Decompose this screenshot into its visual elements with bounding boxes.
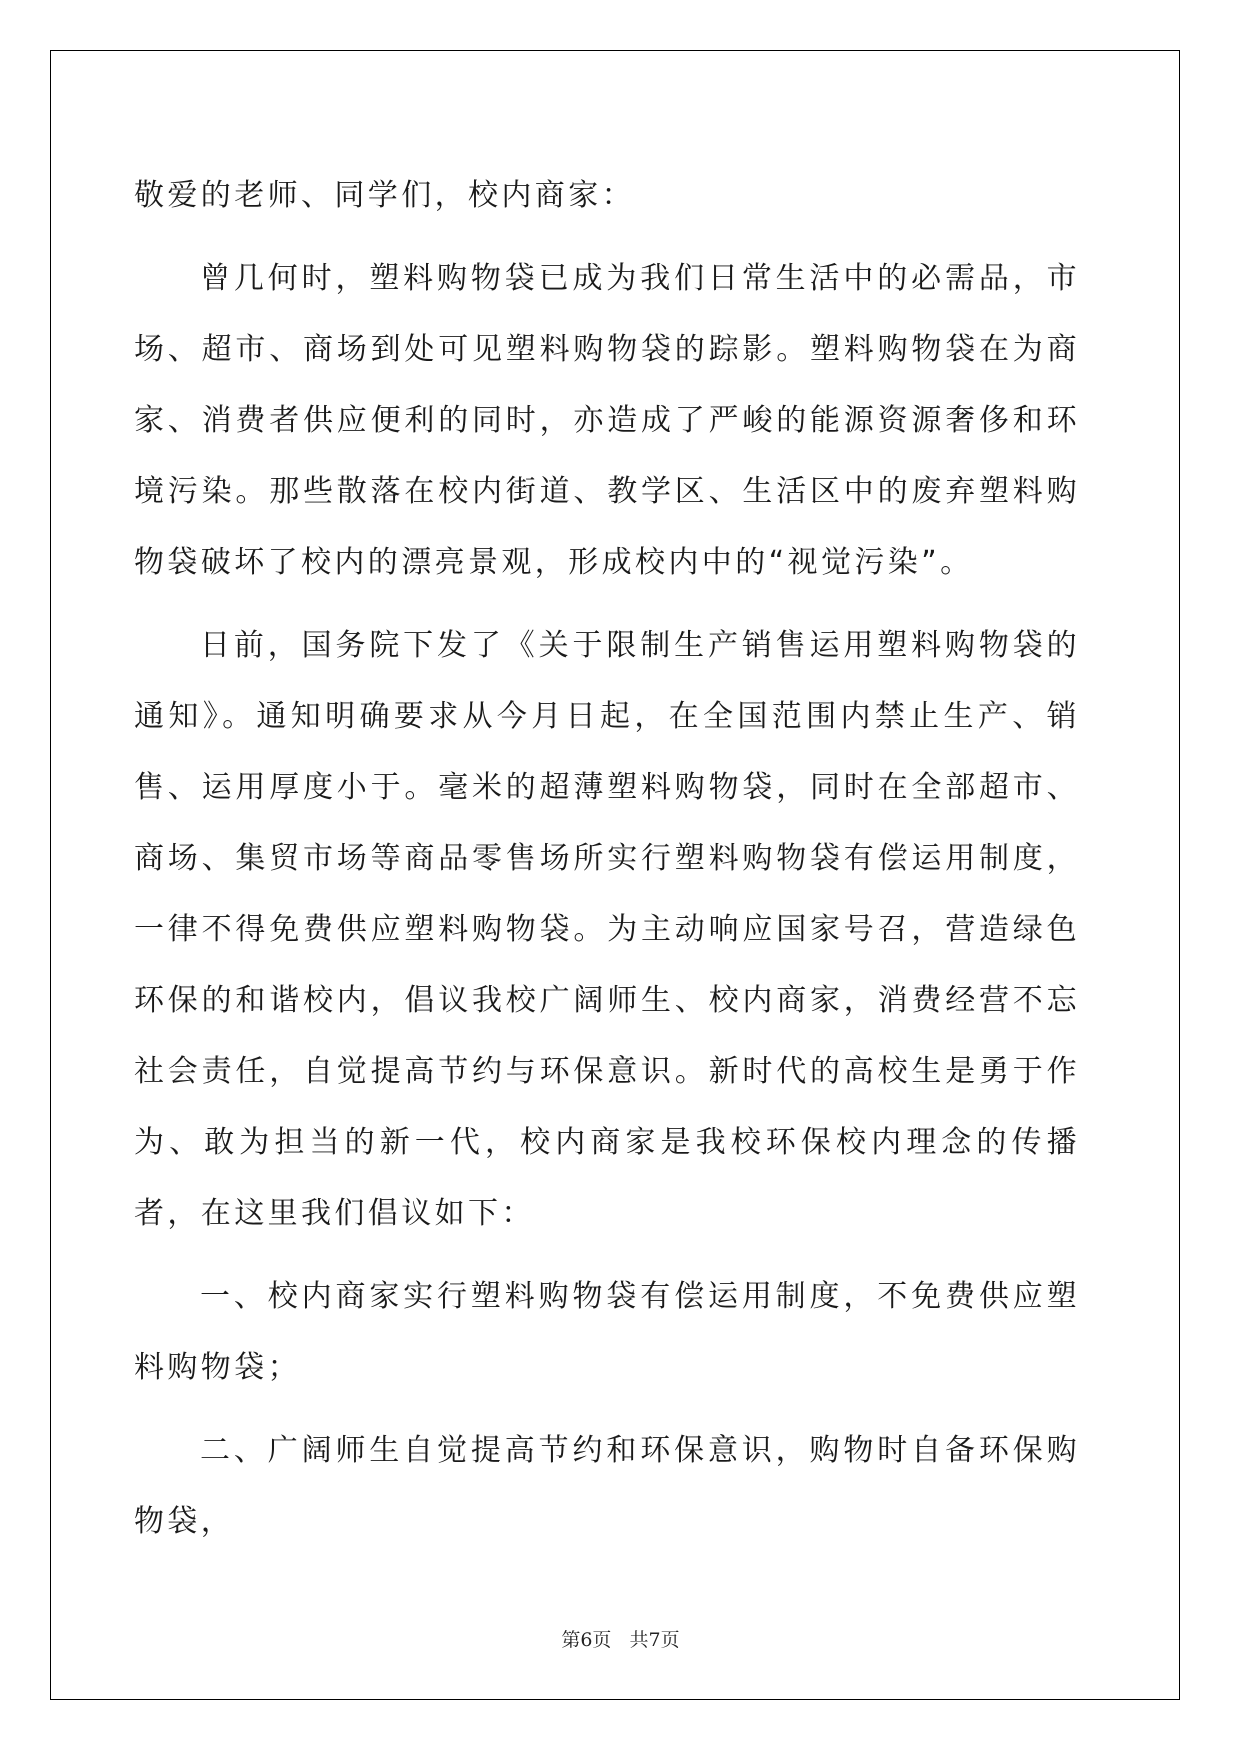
paragraph-3: 一、校内商家实行塑料购物袋有偿运用制度，不免费供应塑料购物袋；	[134, 1279, 1080, 1385]
document-body	[134, 160, 1080, 1557]
greeting-line: 敬爱的老师、同学们，校内商家：	[134, 178, 635, 213]
paragraph-1: 曾几何时，塑料购物袋已成为我们日常生活中的必需品，市场、超市、商场到处可见塑料购物袋的踪影。塑料购物袋在为商家、消费者供应便利的同时，亦造成了严峻的能源资源奢侈和环境污染。那些散落在校内街道、教学区、生活区中的废弃塑料购物袋破坏了校内的漂亮景观，形成校内中的“视觉污染”。	[134, 261, 1080, 580]
page-number-footer: 第6页 共7页	[561, 1629, 680, 1651]
paragraph-4: 二、广阔师生自觉提高节约和环保意识，购物时自备环保购物袋，	[134, 1433, 1080, 1539]
paragraph-2: 日前，国务院下发了《关于限制生产销售运用塑料购物袋的通知》。通知明确要求从今月日起，在全国范围内禁止生产、销售、运用厚度小于。毫米的超薄塑料购物袋，同时在全部超市、商场、集贸市场等商品零售场所实行塑料购物袋有偿运用制度，一律不得免费供应塑料购物袋。为主动响应国家号召，营造绿色环保的和谐校内，倡议我校广阔师生、校内商家，消费经营不忘社会责任，自觉提高节约与环保意识。新时代的高校生是勇于作为、敢为担当的新一代，校内商家是我校环保校内理念的传播者，在这里我们倡议如下：	[134, 628, 1080, 1231]
